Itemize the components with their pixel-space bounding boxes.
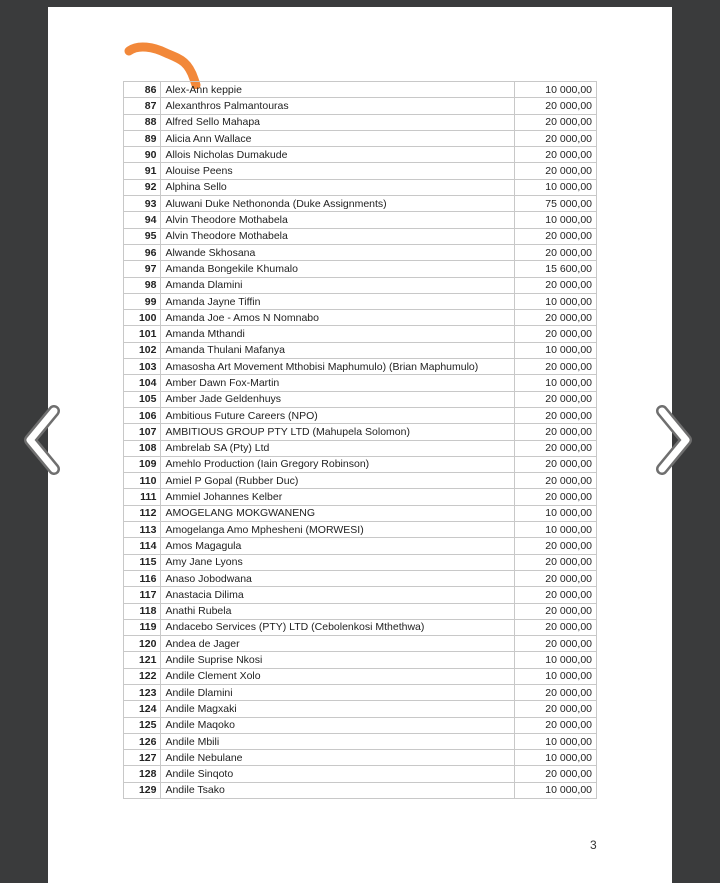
row-amount: 20 000,00 xyxy=(514,684,596,700)
row-amount: 20 000,00 xyxy=(514,701,596,717)
row-amount: 10 000,00 xyxy=(514,375,596,391)
row-amount: 20 000,00 xyxy=(514,766,596,782)
row-name: Andile Dlamini xyxy=(161,684,514,700)
table-row xyxy=(124,196,597,212)
row-number: 89 xyxy=(124,130,161,146)
row-name: Andile Magxaki xyxy=(161,701,514,717)
row-amount: 10 000,00 xyxy=(514,652,596,668)
table-row xyxy=(124,424,597,440)
row-name: Alwande Skhosana xyxy=(161,244,514,260)
table-row xyxy=(124,114,597,130)
row-name: Amber Dawn Fox-Martin xyxy=(161,375,514,391)
row-number: 102 xyxy=(124,342,161,358)
row-name: Alvin Theodore Mothabela xyxy=(161,228,514,244)
row-number: 117 xyxy=(124,587,161,603)
table-row xyxy=(124,684,597,700)
row-number: 108 xyxy=(124,440,161,456)
row-amount: 20 000,00 xyxy=(514,244,596,260)
table-row xyxy=(124,522,597,538)
row-number: 107 xyxy=(124,424,161,440)
row-name: Andacebo Services (PTY) LTD (Cebolenkosi Mthethwa) xyxy=(161,619,514,635)
page-number: 3 xyxy=(590,838,597,852)
table-row xyxy=(124,375,597,391)
table-row xyxy=(124,212,597,228)
row-number: 101 xyxy=(124,326,161,342)
table-row xyxy=(124,277,597,293)
row-amount: 20 000,00 xyxy=(514,717,596,733)
row-name: Amanda Mthandi xyxy=(161,326,514,342)
row-number: 90 xyxy=(124,147,161,163)
row-number: 109 xyxy=(124,456,161,472)
next-page-button[interactable] xyxy=(654,405,694,475)
row-number: 99 xyxy=(124,293,161,309)
table-row xyxy=(124,228,597,244)
row-amount: 10 000,00 xyxy=(514,82,596,98)
row-amount: 20 000,00 xyxy=(514,228,596,244)
row-number: 91 xyxy=(124,163,161,179)
row-number: 120 xyxy=(124,636,161,652)
row-amount: 20 000,00 xyxy=(514,163,596,179)
row-number: 95 xyxy=(124,228,161,244)
row-amount: 10 000,00 xyxy=(514,342,596,358)
row-number: 87 xyxy=(124,98,161,114)
row-number: 110 xyxy=(124,473,161,489)
row-amount: 20 000,00 xyxy=(514,456,596,472)
table-row xyxy=(124,587,597,603)
table-row xyxy=(124,489,597,505)
row-name: Andile Suprise Nkosi xyxy=(161,652,514,668)
row-amount: 20 000,00 xyxy=(514,114,596,130)
table-row xyxy=(124,163,597,179)
table-row xyxy=(124,293,597,309)
table-row xyxy=(124,82,597,98)
row-number: 122 xyxy=(124,668,161,684)
row-number: 93 xyxy=(124,196,161,212)
row-name: Amanda Jayne Tiffin xyxy=(161,293,514,309)
row-name: Aluwani Duke Nethononda (Duke Assignments) xyxy=(161,196,514,212)
row-number: 100 xyxy=(124,310,161,326)
row-amount: 10 000,00 xyxy=(514,179,596,195)
table-row xyxy=(124,750,597,766)
row-amount: 20 000,00 xyxy=(514,619,596,635)
previous-page-button[interactable] xyxy=(22,405,62,475)
row-name: Ammiel Johannes Kelber xyxy=(161,489,514,505)
row-amount: 20 000,00 xyxy=(514,424,596,440)
row-amount: 15 600,00 xyxy=(514,261,596,277)
table-row xyxy=(124,603,597,619)
row-name: Andile Clement Xolo xyxy=(161,668,514,684)
table-row xyxy=(124,538,597,554)
row-amount: 20 000,00 xyxy=(514,587,596,603)
row-number: 94 xyxy=(124,212,161,228)
row-amount: 20 000,00 xyxy=(514,326,596,342)
row-name: Amogelanga Amo Mphesheni (MORWESI) xyxy=(161,522,514,538)
table-row xyxy=(124,733,597,749)
table-row xyxy=(124,619,597,635)
row-amount: 20 000,00 xyxy=(514,636,596,652)
document-page xyxy=(48,7,672,883)
recipients-table xyxy=(123,81,597,799)
row-number: 123 xyxy=(124,684,161,700)
row-name: Alex-Ann keppie xyxy=(161,82,514,98)
row-name: Alvin Theodore Mothabela xyxy=(161,212,514,228)
row-number: 118 xyxy=(124,603,161,619)
table-row xyxy=(124,391,597,407)
row-name: Ambrelab SA (Pty) Ltd xyxy=(161,440,514,456)
row-amount: 75 000,00 xyxy=(514,196,596,212)
row-name: Andile Nebulane xyxy=(161,750,514,766)
table-row xyxy=(124,782,597,798)
table-row xyxy=(124,440,597,456)
row-number: 129 xyxy=(124,782,161,798)
row-number: 97 xyxy=(124,261,161,277)
row-amount: 10 000,00 xyxy=(514,733,596,749)
row-number: 121 xyxy=(124,652,161,668)
row-number: 111 xyxy=(124,489,161,505)
chevron-right-icon xyxy=(654,405,694,475)
row-number: 113 xyxy=(124,522,161,538)
row-number: 126 xyxy=(124,733,161,749)
row-name: Amos Magagula xyxy=(161,538,514,554)
row-amount: 10 000,00 xyxy=(514,668,596,684)
row-amount: 20 000,00 xyxy=(514,570,596,586)
table-row xyxy=(124,554,597,570)
table-row xyxy=(124,342,597,358)
row-number: 128 xyxy=(124,766,161,782)
row-number: 124 xyxy=(124,701,161,717)
row-name: Alfred Sello Mahapa xyxy=(161,114,514,130)
row-amount: 20 000,00 xyxy=(514,130,596,146)
row-name: Amiel P Gopal (Rubber Duc) xyxy=(161,473,514,489)
row-amount: 20 000,00 xyxy=(514,147,596,163)
row-number: 119 xyxy=(124,619,161,635)
row-name: Amanda Bongekile Khumalo xyxy=(161,261,514,277)
row-name: Andile Maqoko xyxy=(161,717,514,733)
row-amount: 20 000,00 xyxy=(514,391,596,407)
row-name: Amanda Joe - Amos N Nomnabo xyxy=(161,310,514,326)
table-row xyxy=(124,407,597,423)
row-amount: 20 000,00 xyxy=(514,473,596,489)
row-name: AMBITIOUS GROUP PTY LTD (Mahupela Solomon) xyxy=(161,424,514,440)
row-name: Ambitious Future Careers (NPO) xyxy=(161,407,514,423)
row-name: Amehlo Production (Iain Gregory Robinson) xyxy=(161,456,514,472)
row-amount: 20 000,00 xyxy=(514,554,596,570)
row-number: 103 xyxy=(124,359,161,375)
row-amount: 20 000,00 xyxy=(514,538,596,554)
table-row xyxy=(124,261,597,277)
table-row xyxy=(124,130,597,146)
row-number: 106 xyxy=(124,407,161,423)
row-name: Amanda Dlamini xyxy=(161,277,514,293)
row-name: Andea de Jager xyxy=(161,636,514,652)
table-row xyxy=(124,701,597,717)
row-number: 86 xyxy=(124,82,161,98)
row-name: Alouise Peens xyxy=(161,163,514,179)
row-number: 127 xyxy=(124,750,161,766)
row-number: 104 xyxy=(124,375,161,391)
table-row xyxy=(124,179,597,195)
table-row xyxy=(124,717,597,733)
row-amount: 20 000,00 xyxy=(514,440,596,456)
table-row xyxy=(124,668,597,684)
row-name: Anaso Jobodwana xyxy=(161,570,514,586)
row-name: Andile Sinqoto xyxy=(161,766,514,782)
row-number: 125 xyxy=(124,717,161,733)
table-row xyxy=(124,147,597,163)
row-number: 98 xyxy=(124,277,161,293)
row-name: Amber Jade Geldenhuys xyxy=(161,391,514,407)
row-amount: 10 000,00 xyxy=(514,522,596,538)
table-row xyxy=(124,98,597,114)
row-number: 88 xyxy=(124,114,161,130)
row-number: 116 xyxy=(124,570,161,586)
table-row xyxy=(124,636,597,652)
row-amount: 20 000,00 xyxy=(514,277,596,293)
table-row xyxy=(124,652,597,668)
row-name: Anathi Rubela xyxy=(161,603,514,619)
row-amount: 10 000,00 xyxy=(514,505,596,521)
row-amount: 20 000,00 xyxy=(514,489,596,505)
row-number: 96 xyxy=(124,244,161,260)
row-name: Alicia Ann Wallace xyxy=(161,130,514,146)
row-number: 92 xyxy=(124,179,161,195)
table-row xyxy=(124,766,597,782)
row-number: 114 xyxy=(124,538,161,554)
row-name: Alexanthros Palmantouras xyxy=(161,98,514,114)
row-name: Andile Mbili xyxy=(161,733,514,749)
row-name: AMOGELANG MOKGWANENG xyxy=(161,505,514,521)
table-row xyxy=(124,473,597,489)
row-amount: 20 000,00 xyxy=(514,98,596,114)
table-row xyxy=(124,310,597,326)
table-row xyxy=(124,244,597,260)
table-row xyxy=(124,456,597,472)
row-amount: 10 000,00 xyxy=(514,750,596,766)
row-name: Amasosha Art Movement Mthobisi Maphumulo) (Brian Maphumulo) xyxy=(161,359,514,375)
row-amount: 20 000,00 xyxy=(514,603,596,619)
row-number: 112 xyxy=(124,505,161,521)
row-amount: 20 000,00 xyxy=(514,310,596,326)
row-amount: 20 000,00 xyxy=(514,359,596,375)
row-amount: 10 000,00 xyxy=(514,293,596,309)
row-name: Andile Tsako xyxy=(161,782,514,798)
table-row xyxy=(124,505,597,521)
row-amount: 10 000,00 xyxy=(514,782,596,798)
row-amount: 20 000,00 xyxy=(514,407,596,423)
row-name: Allois Nicholas Dumakude xyxy=(161,147,514,163)
row-amount: 10 000,00 xyxy=(514,212,596,228)
row-name: Amanda Thulani Mafanya xyxy=(161,342,514,358)
row-name: Anastacia Dilima xyxy=(161,587,514,603)
table-row xyxy=(124,570,597,586)
row-number: 115 xyxy=(124,554,161,570)
table-row xyxy=(124,326,597,342)
row-number: 105 xyxy=(124,391,161,407)
row-name: Amy Jane Lyons xyxy=(161,554,514,570)
row-name: Alphina Sello xyxy=(161,179,514,195)
chevron-left-icon xyxy=(22,405,62,475)
table-row xyxy=(124,359,597,375)
